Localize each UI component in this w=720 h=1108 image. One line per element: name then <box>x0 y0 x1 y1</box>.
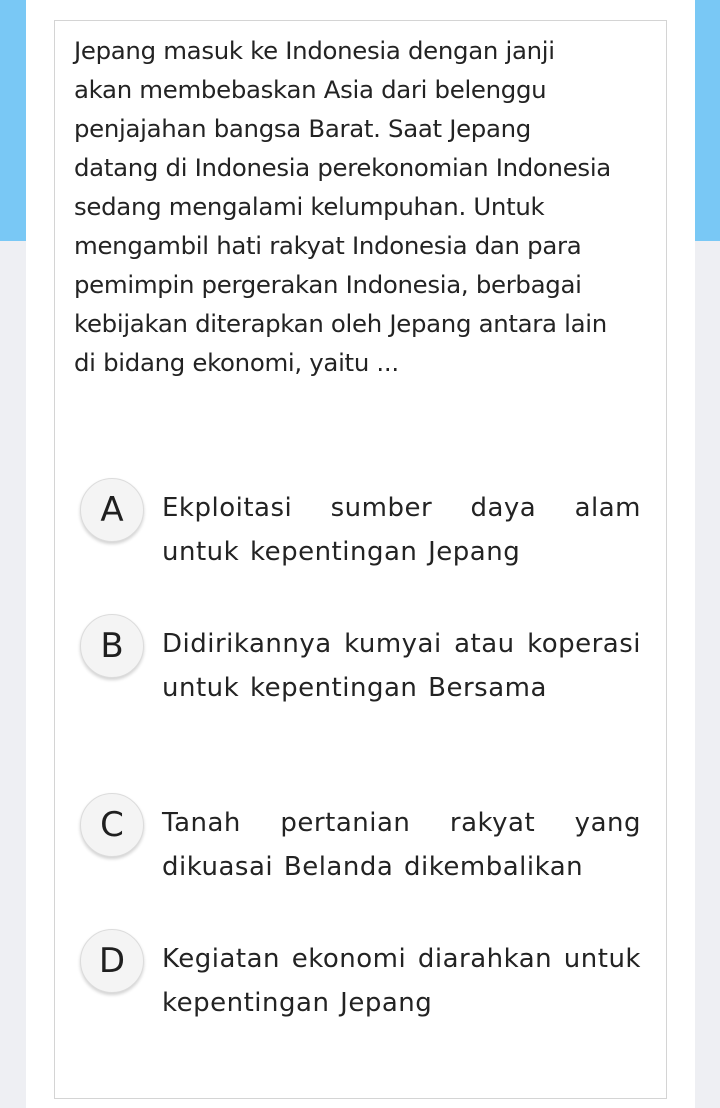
option-letter-badge[interactable]: C <box>80 793 144 857</box>
option-letter-badge[interactable]: A <box>80 478 144 542</box>
question-text: Jepang masuk ke Indonesia dengan janji akan membebaskan Asia dari belenggu penjajahan bangsa Barat. Saat Jepang datang di Indonesia perekonomian Indonesia sedang mengalami kelumpuhan. Untuk mengambil hati rakyat Indonesia dan para pemimpin pergerakan Indonesia, berbagai kebijakan diterapkan oleh Jepang antara lain di bidang ekonomi, yaitu ... <box>74 36 611 377</box>
option-text[interactable]: Didirikannya kumyai atau koperasi untuk kepentingan Bersama <box>162 629 641 703</box>
option-text[interactable]: Kegiatan ekonomi diarahkan untuk kepentingan Jepang <box>162 944 641 1018</box>
option-text[interactable]: Tanah pertanian rakyat yang dikuasai Belanda dikembalikan <box>162 808 641 882</box>
option-letter-badge[interactable]: B <box>80 614 144 678</box>
option-letter-badge[interactable]: D <box>80 929 144 993</box>
option-text[interactable]: Ekploitasi sumber daya alam untuk kepentingan Jepang <box>162 493 641 567</box>
